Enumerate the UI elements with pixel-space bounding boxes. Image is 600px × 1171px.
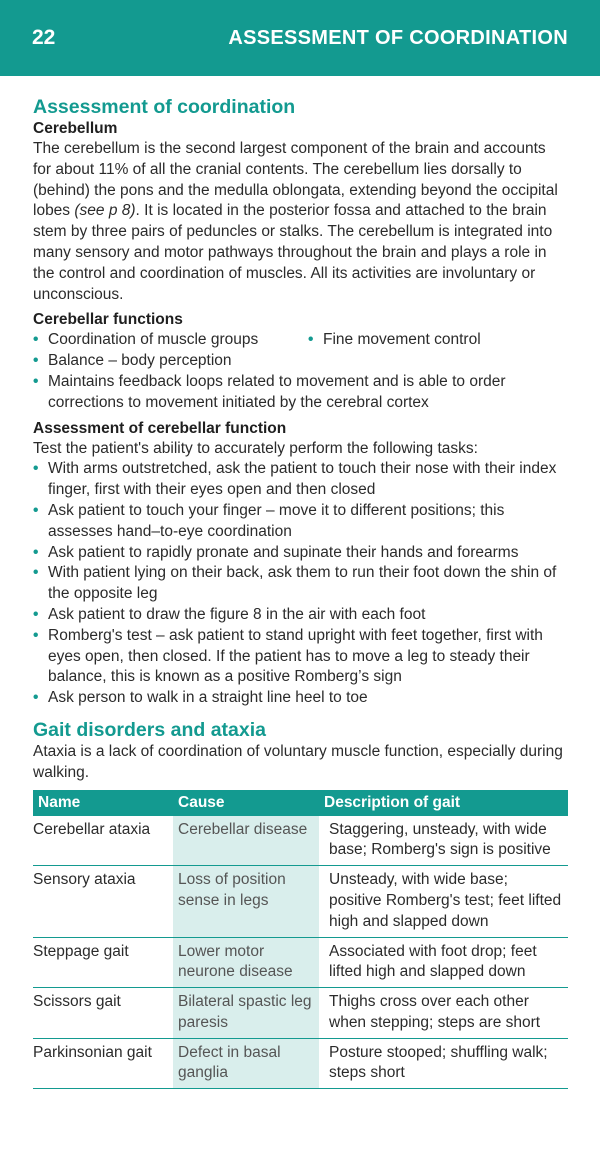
cell-name: Scissors gait xyxy=(33,988,173,1039)
cerebellum-paragraph xyxy=(33,139,568,305)
list-item: • Maintains feedback loops related to movement and is able to order corrections to movement initiated by the cerebral cortex xyxy=(33,372,506,411)
cell-description: Staggering, unsteady, with wide base; Romberg's sign is positive xyxy=(319,816,568,866)
functions-list xyxy=(33,330,568,413)
list-item: • Romberg's test – ask patient to stand upright with feet together, first with eyes open, then closed. If the patient has to move a leg to steady their balance, this is known as a positive Romberg’s sign xyxy=(33,626,543,686)
cell-name: Steppage gait xyxy=(33,937,173,988)
list-item: • Ask patient to draw the figure 8 in the air with each foot xyxy=(33,605,426,623)
cell-description: Unsteady, with wide base; positive Romberg's test; feet lifted high and slapped down xyxy=(319,866,568,937)
list-item: • Ask patient to touch your finger – move it to different positions; this assesses hand–to-eye coordination xyxy=(33,501,505,540)
cell-description: Associated with foot drop; feet lifted high and slapped down xyxy=(319,937,568,988)
list-item: • Ask patient to rapidly pronate and supinate their hands and forearms xyxy=(33,543,519,561)
list-item: • Balance – body perception xyxy=(33,352,232,370)
page-header xyxy=(0,0,600,76)
column-header-description: Description of gait xyxy=(319,790,568,816)
cell-name: Parkinsonian gait xyxy=(33,1038,173,1089)
table-row xyxy=(33,937,568,988)
list-item: • Coordination of muscle groups xyxy=(33,331,259,349)
table-header-row xyxy=(33,790,568,816)
page-reference: (see p 8) xyxy=(74,202,136,220)
cell-cause: Bilateral spastic leg paresis xyxy=(173,988,319,1039)
table-row xyxy=(33,866,568,937)
list-item: • With patient lying on their back, ask them to run their foot down the shin of the opposite leg xyxy=(33,564,557,603)
subheading-cerebellum: Cerebellum xyxy=(33,120,118,137)
assessment-list xyxy=(33,459,568,709)
cell-cause: Loss of position sense in legs xyxy=(173,866,319,937)
subheading-cerebellar-functions: Cerebellar functions xyxy=(33,311,183,329)
cell-cause: Defect in basal ganglia xyxy=(173,1038,319,1089)
gait-table xyxy=(33,790,568,1090)
table-row xyxy=(33,988,568,1039)
page-number: 22 xyxy=(32,26,56,49)
list-item: • Ask person to walk in a straight line heel to toe xyxy=(33,689,368,707)
page-content xyxy=(0,76,600,1089)
section-heading-coordination: Assessment of coordination xyxy=(33,96,296,118)
cell-description: Posture stooped; shuffling walk; steps short xyxy=(319,1038,568,1089)
column-header-name: Name xyxy=(33,790,173,816)
list-item: • With arms outstretched, ask the patient to touch their nose with their index finger, first with their eyes open and then closed xyxy=(33,460,557,499)
cell-name: Sensory ataxia xyxy=(33,866,173,937)
cell-name: Cerebellar ataxia xyxy=(33,816,173,866)
subheading-assessment: Assessment of cerebellar function xyxy=(33,419,287,437)
table-row xyxy=(33,1038,568,1089)
column-header-cause: Cause xyxy=(173,790,319,816)
cell-description: Thighs cross over each other when stepping; steps are short xyxy=(319,988,568,1039)
cerebellum-text-2: . It is located in the posterior fossa and attached to the brain stem by three pairs of peduncles or stalks. The cerebellum is integrated into many sensory and motor pathways throughout the brain and plays a role in the control and coordination of muscles. All its activities are involuntary or unconscious. xyxy=(33,202,553,303)
cell-cause: Cerebellar disease xyxy=(173,816,319,866)
assessment-intro: Test the patient's ability to accurately perform the following tasks: xyxy=(33,439,478,457)
cerebellum-text-1: The cerebellum is the second largest component of the brain and accounts for about 11% of all the cranial contents. The cerebellum lies dorsally to (behind) the pons and the medulla oblongata, extending beyond the occipital lobes xyxy=(33,140,558,220)
list-item: • Fine movement control xyxy=(308,331,481,349)
running-title: ASSESSMENT OF COORDINATION xyxy=(228,26,568,49)
section-heading-gait: Gait disorders and ataxia xyxy=(33,718,267,741)
table-row xyxy=(33,816,568,866)
ataxia-intro: Ataxia is a lack of coordination of voluntary muscle function, especially during walking. xyxy=(33,742,563,781)
cell-cause: Lower motor neurone disease xyxy=(173,937,319,988)
